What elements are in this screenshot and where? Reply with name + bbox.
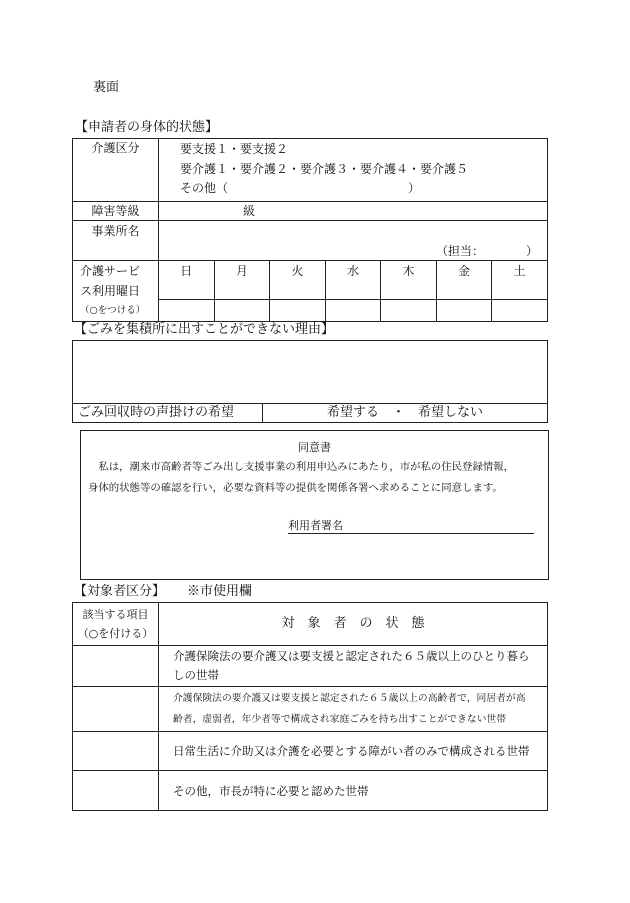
service-days-label-line2: ス利用曜日 bbox=[80, 284, 141, 298]
day-saturday: 土 bbox=[492, 261, 548, 300]
target-status-cell bbox=[159, 732, 548, 771]
status-column-header: 対 象 者 の 状 態 bbox=[159, 603, 548, 646]
table-row bbox=[73, 687, 548, 732]
day-thursday: 木 bbox=[381, 261, 437, 300]
applicable-header-line1: 該当する項目 bbox=[82, 608, 149, 621]
applicable-column-header bbox=[73, 603, 159, 646]
care-option-care: 要介護１・要介護２・要介護３・要介護４・要介護５ bbox=[180, 161, 469, 176]
reason-row bbox=[73, 341, 548, 404]
care-category-row bbox=[73, 139, 548, 202]
office-contact: （担当： ） bbox=[159, 221, 548, 261]
day-sunday: 日 bbox=[159, 261, 215, 300]
applicable-mark-cell bbox=[73, 771, 159, 811]
care-category-label: 介護区分 bbox=[73, 139, 159, 202]
consent-box bbox=[80, 430, 549, 580]
call-preference-options: 希望する ・ 希望しない bbox=[263, 404, 548, 423]
applicable-mark-cell bbox=[73, 687, 159, 732]
day-mark-cell bbox=[214, 299, 270, 321]
consent-text-line2: 身体的状態等の確認を行い，必要な資料等の提供を関係各署へ求めることに同意します。 bbox=[88, 482, 503, 494]
applicable-header-line2: （○を付ける） bbox=[77, 627, 154, 640]
reason-heading: 【ごみを集積所に出すことができない理由】 bbox=[74, 322, 335, 337]
target-status-line: 日常生活に介助又は介護を必要とする障がい者のみで構成される世帯 bbox=[173, 744, 530, 758]
call-preference-label: ごみ回収時の声掛けの希望 bbox=[73, 404, 263, 423]
care-option-other: その他（ ） bbox=[180, 181, 421, 195]
target-header-row bbox=[73, 603, 548, 646]
target-status-line: 介護保険法の要介護又は要支援と認定された６５歳以上のひとり暮ら bbox=[173, 648, 530, 663]
signature-line bbox=[288, 519, 534, 534]
table-row bbox=[73, 646, 548, 687]
target-status-line: その他，市長が特に必要と認めた世帯 bbox=[173, 783, 369, 798]
target-status-cell bbox=[159, 771, 548, 811]
care-category-options bbox=[159, 139, 548, 202]
day-monday: 月 bbox=[214, 261, 270, 300]
service-days-label-line1: 介護サービ bbox=[80, 264, 141, 278]
target-heading: 【対象者区分】 bbox=[74, 584, 166, 599]
office-label: 事業所名 bbox=[73, 221, 159, 261]
reason-table bbox=[72, 340, 548, 423]
day-mark-cell bbox=[270, 299, 326, 321]
target-status-line: 齢者，虚弱者，年少者等で構成され家庭ごみを持ち出すことができない世帯 bbox=[173, 714, 507, 725]
reason-blank-area bbox=[73, 341, 548, 404]
applicant-status-heading: 【申請者の身体的状態】 bbox=[75, 120, 219, 135]
day-friday: 金 bbox=[436, 261, 492, 300]
day-mark-cell bbox=[436, 299, 492, 321]
consent-text-line1: 私は，潮来市高齢者等ごみ出し支援事業の利用申込みにあたり，市が私の住民登録情報， bbox=[88, 461, 515, 473]
day-wednesday: 水 bbox=[325, 261, 381, 300]
care-option-support: 要支援１・要支援２ bbox=[180, 142, 289, 156]
office-row bbox=[73, 221, 548, 261]
target-table bbox=[72, 602, 548, 811]
service-days-label bbox=[73, 261, 159, 322]
target-status-cell bbox=[159, 687, 548, 732]
target-status-line: 介護保険法の要介護又は要支援と認定された６５歳以上の高齢者で，同居者が高 bbox=[173, 693, 526, 704]
consent-title: 同意書 bbox=[298, 441, 331, 454]
applicable-mark-cell bbox=[73, 732, 159, 771]
service-days-header-row bbox=[73, 261, 548, 300]
disability-grade-label: 障害等級 bbox=[73, 202, 159, 221]
table-row bbox=[73, 771, 548, 811]
applicable-mark-cell bbox=[73, 646, 159, 687]
disability-grade-unit: 級 bbox=[159, 202, 548, 221]
applicant-status-table bbox=[72, 138, 548, 322]
day-tuesday: 火 bbox=[270, 261, 326, 300]
day-mark-cell bbox=[325, 299, 381, 321]
disability-grade-row bbox=[73, 202, 548, 221]
service-days-note: （○をつける） bbox=[80, 305, 146, 316]
table-row bbox=[73, 732, 548, 771]
city-use-note: ※市使用欄 bbox=[187, 584, 253, 599]
signature-label: 利用者署名 bbox=[288, 519, 343, 532]
page-side-label: 裏面 bbox=[93, 80, 120, 95]
day-mark-cell bbox=[492, 299, 548, 321]
target-status-line: しの世帯 bbox=[173, 668, 219, 682]
day-mark-cell bbox=[381, 299, 437, 321]
call-preference-row bbox=[73, 404, 548, 423]
target-status-cell bbox=[159, 646, 548, 687]
day-mark-cell bbox=[159, 299, 215, 321]
